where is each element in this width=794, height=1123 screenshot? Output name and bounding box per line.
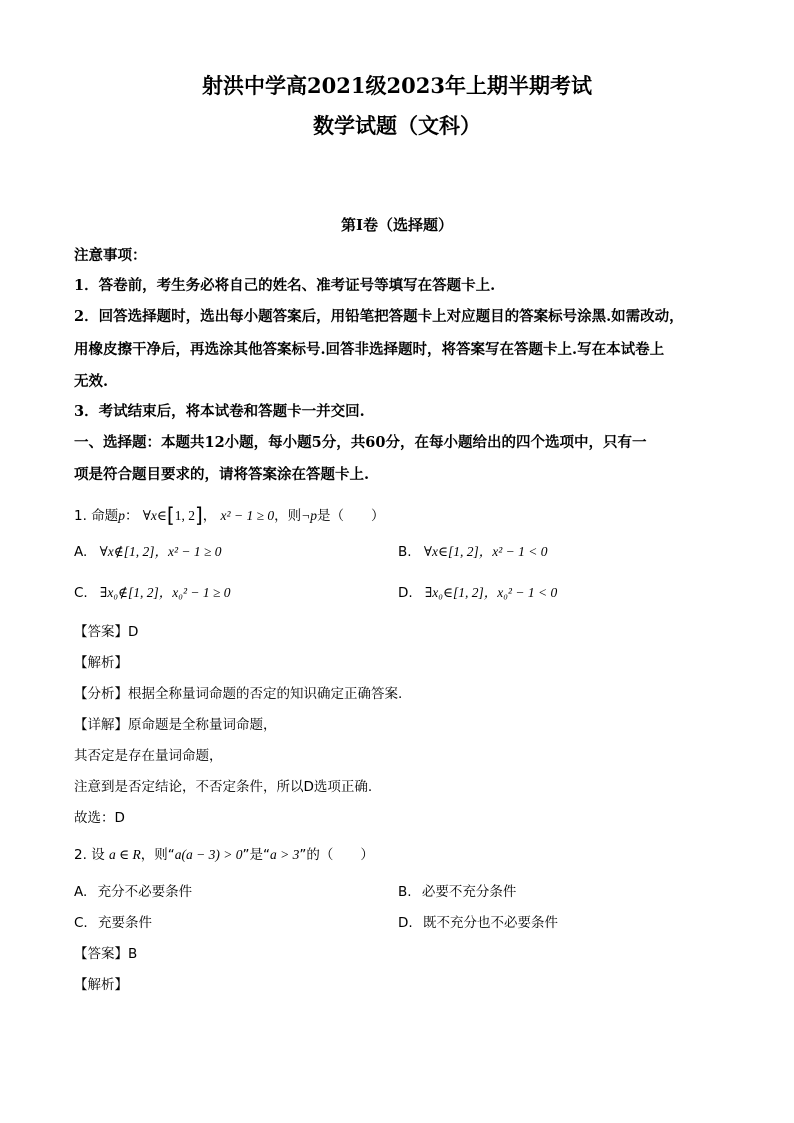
question-number: 1. [74,508,87,524]
option-label: C. [74,915,88,931]
xiangjie-line [74,713,277,733]
math-expr: a > 3 [269,847,300,862]
question-2-stem [74,843,374,863]
option-math: ∃x₀∉[1, 2]，x₀² − 1 ≥ 0 [100,585,231,600]
option-d [398,581,557,601]
exam-subtitle: 数学试题（文科） [313,113,481,138]
notes-item-2-line-2: 用橡皮擦干净后，再选涂其他答案标号.回答非选择题时，将答案写在答题卡上.写在本试卷上 [74,341,665,358]
option-math: ∀x∉[1, 2]，x² − 1 ≥ 0 [99,544,222,559]
option-text: 充分不必要条件 [97,884,193,900]
answer-value: D [128,624,139,640]
stem-text: 设 [91,847,105,863]
option-label: D. [398,915,413,931]
stem-text: ，则 [274,508,302,524]
option-label: D. [398,585,413,601]
answer-value: B [128,946,138,962]
question-1-stem [74,503,384,527]
option-label: B. [398,884,412,900]
bracket-right: ] [194,503,203,527]
answer-tag: 【答案】 [74,946,128,962]
option-label: B. [398,544,412,560]
option-math: ∀x∈[1, 2]，x² − 1 < 0 [423,544,548,559]
stem-text: 命题 [91,508,119,524]
stem-text: ”是“ [242,847,270,863]
notes-heading: 注意事项： [74,247,147,264]
fenxi-text: 根据全称量词命题的否定的知识确定正确答案. [128,686,403,702]
xiangjie-line-3: 注意到是否定结论，不否定条件，所以D选项正确. [74,779,373,795]
answer-line [74,620,138,640]
stem-text: ”的（ ） [299,847,374,863]
part-one-line-1: 一、选择题：本题共12小题，每小题5分，共60分，在每小题给出的四个选项中，只有一 [74,434,647,451]
xiangjie-line-2: 其否定是存在量词命题， [74,748,223,764]
exam-title: 射洪中学高2021级2023年上期半期考试 [202,73,592,98]
question-number: 2. [74,847,87,863]
stem-text: ， [202,508,217,524]
math-expr: ¬p [301,508,317,523]
stem-text: ： [124,508,139,524]
option-label: A. [74,544,88,560]
math-expr: a(a − 3) > 0 [174,847,243,862]
notes-item-3: 3．考试结束后，将本试卷和答题卡一并交回. [74,403,365,420]
xiangjie-text: 原命题是全称量词命题， [128,717,277,733]
choose-line: 故选：D [74,810,125,826]
section-heading: 第I卷（选择题） [340,216,454,234]
notes-item-2-line-3: 无效. [74,373,109,390]
stem-text: 是（ ） [316,508,385,524]
analysis-tag: 【解析】 [74,655,128,671]
notes-item-1: 1．答卷前，考生务必将自己的姓名、准考证号等填写在答题卡上. [74,277,496,294]
math-expr: a ∈ R [108,847,141,862]
option-a [74,540,222,560]
option-a [74,880,192,900]
xiangjie-tag: 【详解】 [74,717,128,733]
option-text: 必要不充分条件 [421,884,517,900]
fenxi-line [74,682,402,702]
option-c [74,911,152,931]
option-label: A. [74,884,88,900]
option-text: 既不充分也不必要条件 [422,915,558,931]
math-var: p [118,508,125,523]
fenxi-tag: 【分析】 [74,686,128,702]
option-label: C. [74,585,88,601]
answer-line [74,942,137,962]
analysis-tag: 【解析】 [74,977,128,993]
answer-tag: 【答案】 [74,624,128,640]
option-b [398,540,548,560]
math-expr: ∀x∈ [142,508,167,523]
option-math: ∃x₀∈[1, 2]，x₀² − 1 < 0 [424,585,558,600]
option-text: 充要条件 [98,915,153,931]
option-d [398,911,558,931]
math-expr: x² − 1 ≥ 0 [220,508,275,523]
math-interval: 1, 2 [174,508,195,523]
notes-item-2-line-1: 2．回答选择题时，选出每小题答案后，用铅笔把答题卡上对应题目的答案标号涂黑.如需改动， [74,308,684,325]
bracket-left: [ [166,503,175,527]
option-b [398,880,516,900]
stem-text: ，则“ [140,847,175,863]
option-c [74,581,231,601]
part-one-line-2: 项是符合题目要求的，请将答案涂在答题卡上. [74,466,370,483]
